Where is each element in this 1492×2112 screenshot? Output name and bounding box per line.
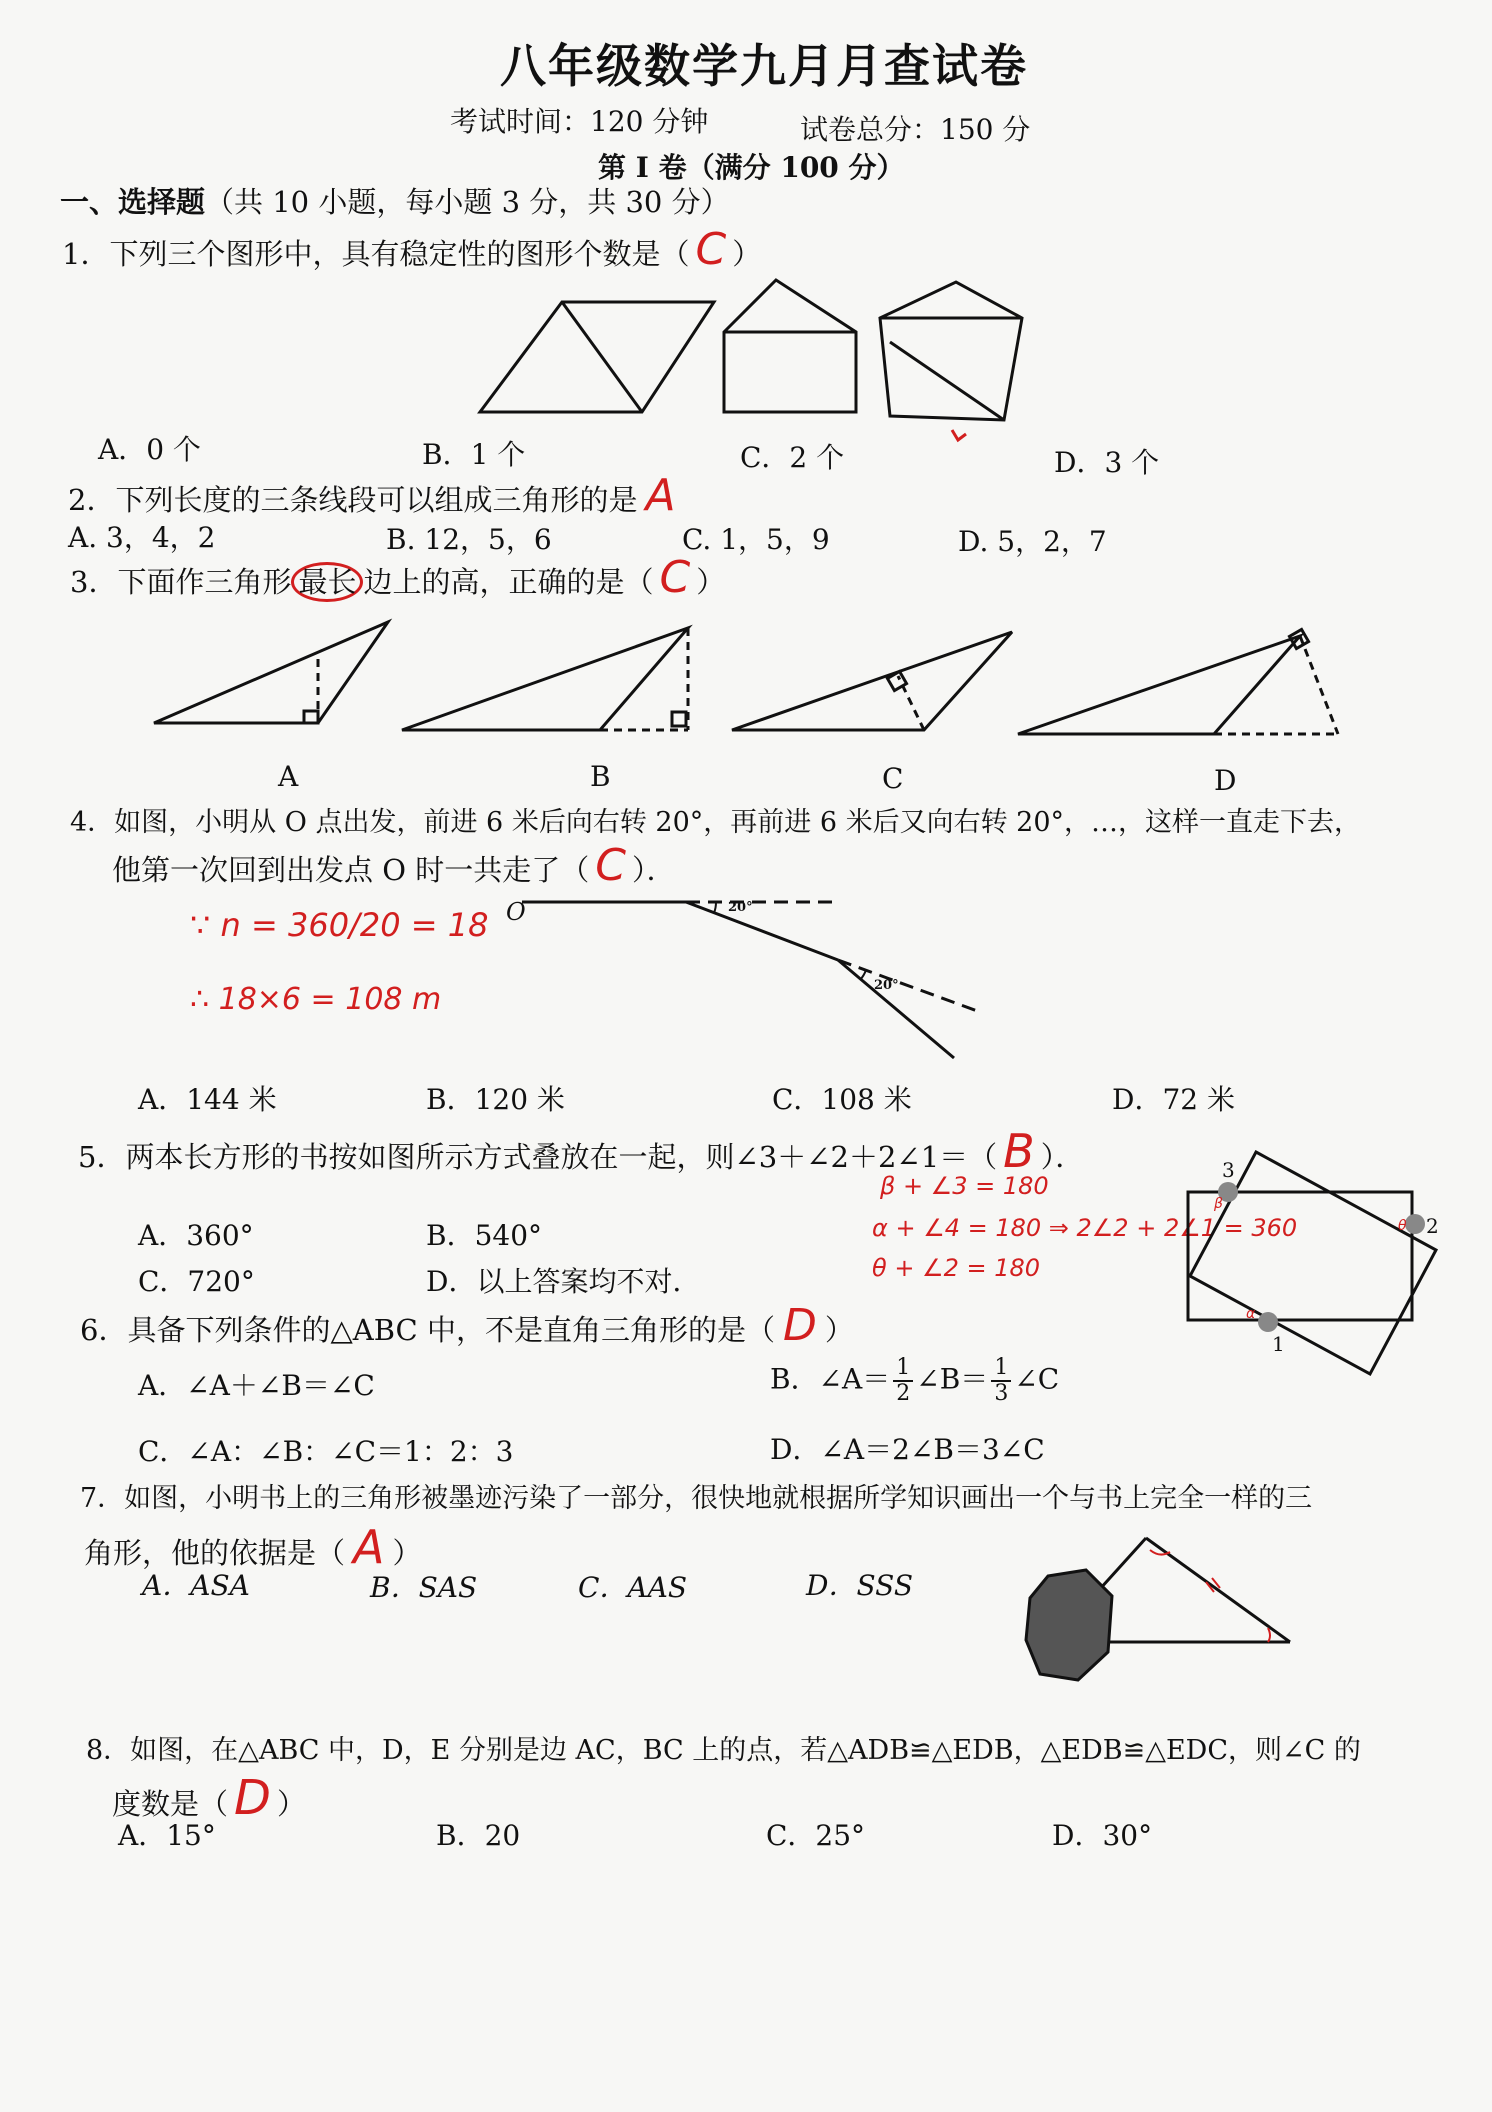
q6-frac1-den: 2 bbox=[896, 1381, 911, 1406]
q7-line2-text: 角形，他的依据是（ bbox=[84, 1536, 346, 1570]
q2-option-c: C. 1，5，9 bbox=[682, 523, 830, 556]
q4-option-d: D．72 米 bbox=[1112, 1083, 1235, 1116]
q3-handwritten-answer: C bbox=[659, 552, 691, 603]
q7-handwritten-answer: A bbox=[353, 1520, 385, 1574]
q1-stem-text: 1．下列三个图形中，具有稳定性的图形个数是（ bbox=[62, 237, 690, 271]
q4-angle-label-2: 20° bbox=[874, 978, 899, 993]
q5-label-3: 3 bbox=[1222, 1158, 1235, 1182]
q5-greek-alpha: α bbox=[1246, 1306, 1256, 1322]
q8-option-b: B．20 bbox=[436, 1819, 521, 1852]
q4-work-line-2: ∴ 18×6 = 108 m bbox=[190, 982, 442, 1017]
q6-frac2-num: 1 bbox=[991, 1356, 1011, 1382]
q6-stem-text: 6．具备下列条件的△ABC 中，不是直角三角形的是（ bbox=[80, 1313, 775, 1347]
q6-handwritten-answer: D bbox=[782, 1300, 817, 1351]
q8-handwritten-answer: D bbox=[234, 1770, 271, 1826]
q5-work-line-3: θ + ∠2 = 180 bbox=[872, 1254, 1041, 1282]
q3-close: ） bbox=[696, 565, 726, 599]
q7-ink-blot bbox=[1026, 1570, 1112, 1680]
q6-option-a: A．∠A＋∠B＝∠C bbox=[138, 1369, 375, 1402]
q7-option-b: B．SAS bbox=[370, 1571, 478, 1604]
q5-option-b: B．540° bbox=[426, 1219, 543, 1252]
q6-frac2-den: 3 bbox=[994, 1381, 1009, 1406]
q6-frac1-num: 1 bbox=[893, 1356, 913, 1382]
q2-option-d: D. 5，2，7 bbox=[958, 525, 1107, 558]
volume-heading: 第 I 卷（满分 100 分） bbox=[598, 151, 905, 184]
q2-handwritten-answer: A bbox=[645, 470, 676, 521]
q5-option-d: D．以上答案均不对． bbox=[426, 1265, 701, 1298]
section-title: 一、选择题 bbox=[60, 185, 206, 219]
q8-option-d: D．30° bbox=[1052, 1819, 1153, 1852]
q4-option-c: C．108 米 bbox=[772, 1083, 912, 1116]
q2-option-a: A. 3，4，2 bbox=[68, 521, 216, 554]
q8-line1: 8．如图，在△ABC 中，D，E 分别是边 AC，BC 上的点，若△ADB≌△EDB，△EDB≌△EDC，则∠C 的 bbox=[86, 1735, 1361, 1766]
q8-close: ） bbox=[276, 1787, 306, 1821]
q6-option-d: D．∠A＝2∠B＝3∠C bbox=[770, 1433, 1045, 1466]
q1-close: ） bbox=[732, 237, 762, 271]
q6-option-c: C．∠A：∠B：∠C＝1：2：3 bbox=[138, 1435, 514, 1468]
q5-label-1: 1 bbox=[1272, 1332, 1285, 1356]
q3-stem-pre: 3．下面作三角形 bbox=[70, 565, 292, 599]
q5-option-a: A．360° bbox=[138, 1219, 254, 1252]
q5-stem-text: 5．两本长方形的书按如图所示方式叠放在一起，则∠3＋∠2＋2∠1＝（ bbox=[78, 1140, 998, 1174]
q4-line2-text: 他第一次回到出发点 O 时一共走了（ bbox=[112, 853, 590, 887]
q5-greek-theta: θ bbox=[1398, 1218, 1407, 1234]
section-note: （共 10 小题，每小题 3 分，共 30 分） bbox=[205, 185, 730, 219]
q3-stem-post: 边上的高，正确的是（ bbox=[363, 565, 654, 599]
page-title: 八年级数学九月月查试卷 bbox=[500, 39, 1028, 93]
q7-close: ） bbox=[392, 1536, 422, 1570]
q1-option-c: C．2 个 bbox=[740, 441, 845, 474]
q6-option-b-mid: ∠B＝ bbox=[916, 1362, 989, 1396]
q4-option-b: B．120 米 bbox=[426, 1083, 565, 1116]
q7-pen-angle-mark-right bbox=[1268, 1628, 1270, 1642]
q7-option-a: A．ASA bbox=[142, 1569, 250, 1602]
q3-label-d: D bbox=[1214, 764, 1237, 797]
q5-greek-beta: β bbox=[1214, 1196, 1223, 1212]
q7-line1: 7．如图，小明书上的三角形被墨迹污染了一部分，很快地就根据所学知识画出一个与书上完全一样的三 bbox=[80, 1483, 1313, 1514]
q8-line2-text: 度数是（ bbox=[112, 1787, 229, 1821]
q6-option-b-pre: B．∠A＝ bbox=[770, 1362, 891, 1396]
q8-option-a: A．15° bbox=[118, 1819, 216, 1852]
q6-option-b-post: ∠C bbox=[1014, 1362, 1060, 1396]
q4-option-a: A．144 米 bbox=[138, 1083, 277, 1116]
q5-label-2: 2 bbox=[1426, 1214, 1439, 1238]
q5-work-line-1: β + ∠3 = 180 bbox=[880, 1172, 1049, 1200]
q4-angle-label-1: 20° bbox=[728, 900, 753, 915]
q5-close: ）． bbox=[1040, 1140, 1085, 1174]
q7-option-d: D．SSS bbox=[806, 1569, 914, 1602]
q5-handwritten-answer: B bbox=[1003, 1124, 1035, 1178]
q3-label-a: A bbox=[278, 760, 299, 793]
q1-handwritten-answer: C bbox=[695, 224, 727, 275]
q4-handwritten-answer: C bbox=[595, 840, 626, 891]
q2-stem-text: 2．下列长度的三条线段可以组成三角形的是 bbox=[68, 483, 638, 517]
q3-label-c: C bbox=[882, 762, 904, 795]
exam-total: 试卷总分：150 分 bbox=[800, 113, 1031, 146]
q5-work-line-2: α + ∠4 = 180 ⇒ 2∠2 + 2∠1 = 360 bbox=[872, 1214, 1298, 1242]
q2-option-b: B. 12，5，6 bbox=[386, 523, 552, 556]
q1-option-d: D．3 个 bbox=[1054, 446, 1160, 479]
q3-label-b: B bbox=[590, 760, 611, 793]
q7-option-c: C．AAS bbox=[578, 1571, 688, 1604]
q1-option-b: B．1 个 bbox=[422, 438, 526, 471]
q1-option-a: A．0 个 bbox=[98, 433, 201, 466]
q4-close: ）． bbox=[631, 853, 676, 887]
exam-time: 考试时间：120 分钟 bbox=[450, 105, 709, 138]
q4-line1: 4．如图，小明从 O 点出发，前进 6 米后向右转 20°，再前进 6 米后又向右转 20°，…，这样一直走下去， bbox=[70, 807, 1362, 838]
q8-option-c: C．25° bbox=[766, 1819, 866, 1852]
q6-close: ） bbox=[824, 1313, 854, 1347]
q4-point-o: O bbox=[506, 898, 526, 926]
q5-option-c: C．720° bbox=[138, 1265, 255, 1298]
q3-circled-word: 最长 bbox=[291, 562, 363, 602]
q4-work-line-1: ∵ n = 360/20 = 18 bbox=[190, 906, 489, 944]
